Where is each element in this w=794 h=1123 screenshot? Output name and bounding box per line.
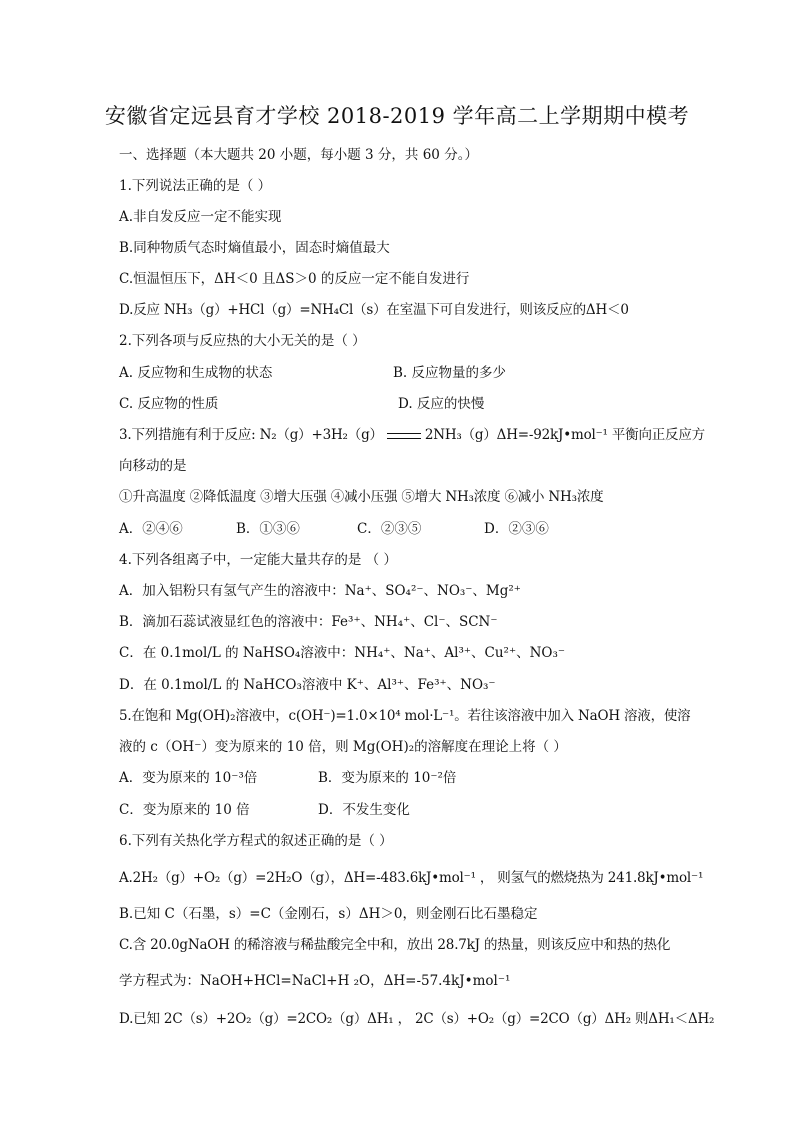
q3-stem-line2: 向移动的是 xyxy=(119,458,187,474)
q2-stem: 2.下列各项与反应热的大小无关的是（ ） xyxy=(119,333,366,349)
q6-option-d: D.已知 2C（s）+2O₂（g）=2CO₂（g）ΔH₁ ， 2C（s）+O₂（g）=2CO（g）ΔH₂ 则ΔH₁＜ΔH₂ xyxy=(119,1011,715,1027)
q5-option-d: D．不发生变化 xyxy=(318,802,410,818)
q3-option-b: B．①③⑥ xyxy=(236,521,300,537)
q5-option-c: C．变为原来的 10 倍 xyxy=(119,802,250,818)
q1-option-a: A.非自发反应一定不能实现 xyxy=(119,209,282,225)
q6-option-a: A.2H₂（g）+O₂（g）=2H₂O（g），ΔH=-483.6kJ•mol⁻¹ ， 则氢气的燃烧热为 241.8kJ•mol⁻¹ xyxy=(119,870,704,886)
q1-option-b: B.同种物质气态时熵值最小，固态时熵值最大 xyxy=(119,240,390,256)
q2-option-d: D. 反应的快慢 xyxy=(398,396,485,412)
page-title: 安徽省定远县育才学校 2018-2019 学年高二上学期期中模考 xyxy=(104,104,690,128)
equilibrium-arrow-icon xyxy=(387,431,421,441)
q4-option-a: A．加入铝粉只有氢气产生的溶液中：Na⁺、SO₄²⁻、NO₃⁻、Mg²⁺ xyxy=(119,583,521,599)
q5-stem-line2: 液的 c（OH⁻）变为原来的 10 倍，则 Mg(OH)₂的溶解度在理论上将（ ） xyxy=(119,739,567,755)
q1-stem: 1.下列说法正确的是（ ） xyxy=(119,178,272,194)
q2-option-a: A. 反应物和生成物的状态 xyxy=(119,365,273,381)
q6-option-c-line1: C.含 20.0gNaOH 的稀溶液与稀盐酸完全中和，放出 28.7kJ 的热量，则该反应中和热的热化 xyxy=(119,937,671,953)
q5-stem-line1: 5.在饱和 Mg(OH)₂溶液中，c(OH⁻)=1.0×10⁴ mol·L⁻¹。若往该溶液中加入 NaOH 溶液，使溶 xyxy=(119,708,691,724)
q3-measures: ①升高温度 ②降低温度 ③增大压强 ④减小压强 ⑤增大 NH₃浓度 ⑥减小 NH₃浓度 xyxy=(119,489,604,505)
q5-option-b: B．变为原来的 10⁻²倍 xyxy=(318,770,457,786)
q2-option-b: B. 反应物量的多少 xyxy=(393,365,507,381)
q4-option-c: C．在 0.1mol/L 的 NaHSO₄溶液中：NH₄⁺、Na⁺、Al³⁺、Cu²⁺、NO₃⁻ xyxy=(119,645,565,661)
q4-option-b: B．滴加石蕊试液显红色的溶液中：Fe³⁺、NH₄⁺、Cl⁻、SCN⁻ xyxy=(119,614,498,630)
q5-option-a: A．变为原来的 10⁻³倍 xyxy=(119,770,258,786)
q3-option-d: D．②③⑥ xyxy=(484,521,549,537)
q4-stem: 4.下列各组离子中，一定能大量共存的是 （ ） xyxy=(119,552,397,568)
q6-stem: 6.下列有关热化学方程式的叙述正确的是（ ） xyxy=(119,833,393,849)
q3-option-a: A．②④⑥ xyxy=(119,521,183,537)
q1-option-c: C.恒温恒压下，ΔH＜0 且ΔS＞0 的反应一定不能自发进行 xyxy=(119,271,470,287)
q3-option-c: C．②③⑤ xyxy=(357,521,422,537)
q6-option-b: B.已知 C（石墨，s）=C（金刚石，s）ΔH＞0，则金刚石比石墨稳定 xyxy=(119,906,538,922)
q3-stem xyxy=(119,426,705,444)
q1-option-d: D.反应 NH₃（g）+HCl（g）=NH₄Cl（s）在室温下可自发进行，则该反应的ΔH＜0 xyxy=(119,302,629,318)
q3-stem-products: 2NH₃（g）ΔH=-92kJ•mol⁻¹ 平衡向正反应方 xyxy=(424,427,705,443)
section-heading: 一、选择题（本大题共 20 小题，每小题 3 分，共 60 分。） xyxy=(119,147,478,163)
q3-stem-reactants: 3.下列措施有利于反应: N₂（g）+3H₂（g） xyxy=(119,427,383,443)
q6-option-c-line2: 学方程式为：NaOH+HCl=NaCl+H ₂O，ΔH=-57.4kJ•mol⁻¹ xyxy=(119,973,511,989)
q2-option-c: C. 反应物的性质 xyxy=(119,396,219,412)
q4-option-d: D．在 0.1mol/L 的 NaHCO₃溶液中 K⁺、Al³⁺、Fe³⁺、NO₃⁻ xyxy=(119,677,496,693)
